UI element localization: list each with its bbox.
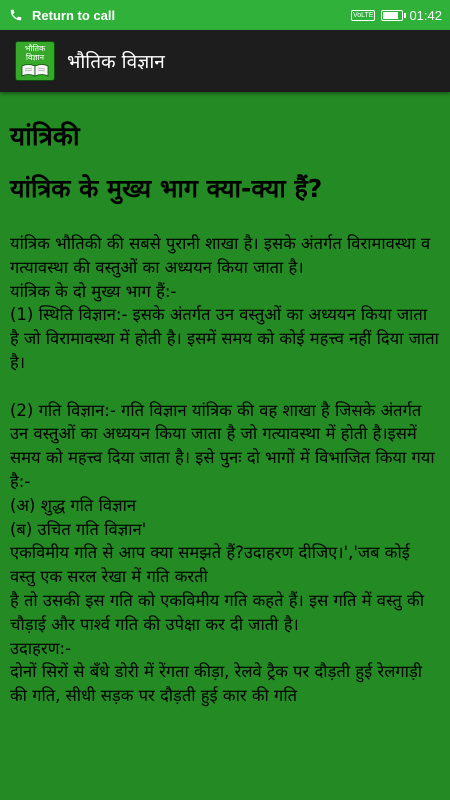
app-logo-text-line2: विज्ञान: [25, 53, 45, 62]
return-to-call-text[interactable]: Return to call: [32, 7, 116, 23]
app-bar: [0, 30, 450, 92]
paragraph-dynamics: (2) गति विज्ञान:- गति विज्ञान यांत्रिक की वह शाखा है जिसके अंतर्गत उन वस्तुओं का अध्ययन किया जाता है जो गत्यावस्था में होती है।इसमें समय को महत्त्व दिया जाता है। इसे पुनः दो भागों में विभाजित किया गया है:-: [10, 400, 435, 491]
article-body: [10, 232, 440, 708]
app-logo-text-line1: भौतिक: [24, 44, 46, 53]
list-item-kinematics: (अ) शुद्ध गति विज्ञान: [10, 495, 137, 515]
open-book-icon: [21, 63, 49, 77]
status-bar[interactable]: [0, 0, 450, 30]
paragraph-two-parts: यांत्रिक के दो मुख्य भाग हैं:-: [10, 281, 177, 301]
paragraph-spacer: [10, 375, 440, 399]
phone-icon: [8, 7, 24, 23]
list-item-applied-dynamics: (ब) उचित गति विज्ञान': [10, 519, 147, 539]
volte-icon: VoLTE: [352, 11, 374, 19]
article-content[interactable]: [0, 92, 450, 800]
app-logo-icon[interactable]: [15, 41, 55, 81]
section-heading: यांत्रिकी: [10, 122, 80, 152]
paragraph-example-text: दोनों सिरों से बँधे डोरी में रेंगता कीड़ा, रेलवे ट्रैक पर दौड़ती हुई रेलगाड़ी की गति, सीधी सड़क पर दौड़ती हुई कार की गति: [10, 662, 423, 706]
question-heading: यांत्रिक के मुख्य भाग क्या-क्या हैं?: [10, 174, 323, 203]
paragraph-one-dimension-question: एकविमीय गति से आप क्या समझते हैं?उदाहरण दीजिए।','जब कोई वस्तु एक सरल रेखा में गति करती: [10, 543, 410, 587]
paragraph-statics: (1) स्थिति विज्ञान:- इसके अंतर्गत उन वस्तुओं का अध्ययन किया जाता है जो विरामावस्था में होती है। इसमें समय को कोई महत्त्व नहीं दिया जाता है।: [10, 305, 439, 372]
battery-fill: [383, 12, 398, 19]
paragraph-example-label: उदाहरण:-: [10, 638, 72, 658]
paragraph-intro: यांत्रिक भौतिकी की सबसे पुरानी शाखा है। इसके अंतर्गत विरामावस्था व गत्यावस्था की वस्तुओं का अध्ययन किया जाता है।: [10, 234, 431, 277]
app-title: भौतिक विज्ञान: [67, 51, 165, 73]
battery-icon: [381, 10, 403, 21]
clock-time: 01:42: [409, 7, 442, 23]
status-icons: [351, 8, 442, 23]
paragraph-one-dimension-answer: है तो उसकी इस गति को एकविमीय गति कहते हैं। इस गति में वस्तु की चौड़ाई और पार्श्व गति की उपेक्षा कर दी जाती है।: [10, 590, 424, 634]
